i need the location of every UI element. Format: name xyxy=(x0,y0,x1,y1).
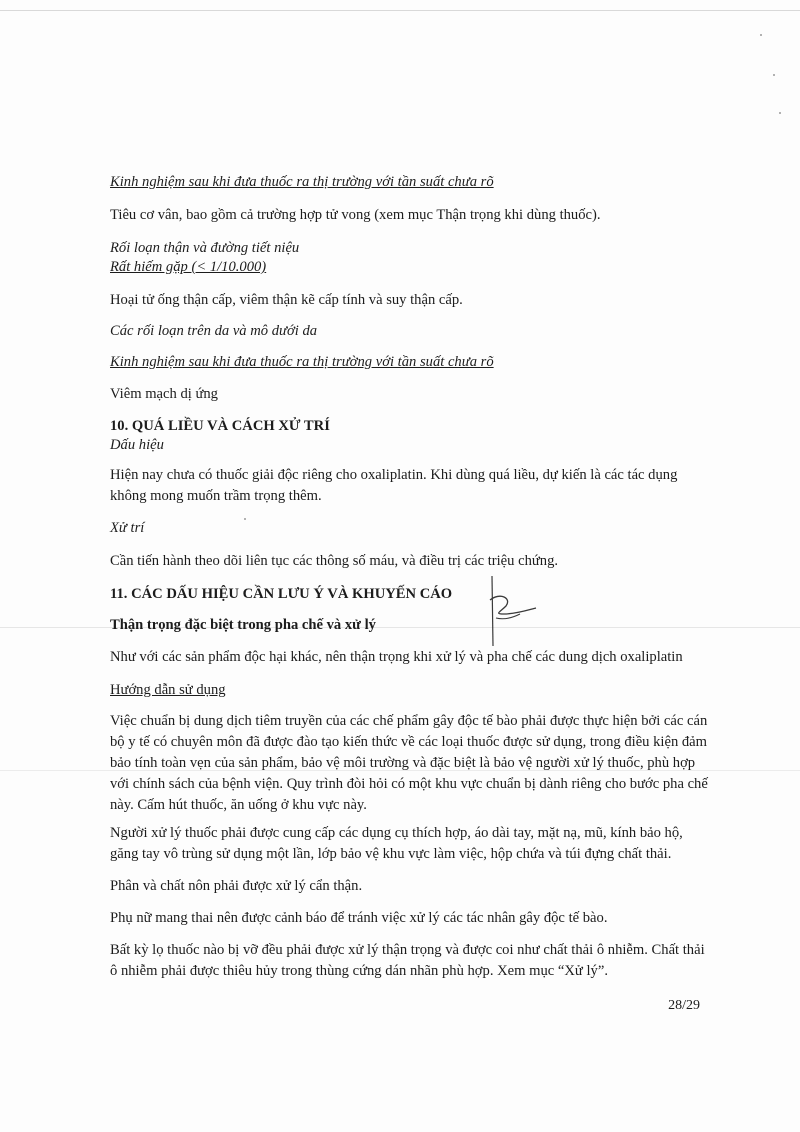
subheading-renal-disorders: Rối loạn thận và đường tiết niệu xyxy=(110,240,300,256)
section-heading-overdose: 10. QUÁ LIỀU VÀ CÁCH XỬ TRÍ xyxy=(110,418,330,434)
scan-speck xyxy=(773,74,775,76)
paragraph-allergic-vasculitis: Viêm mạch dị ứng xyxy=(110,386,218,402)
paragraph-hazardous-handling: Như với các sản phẩm độc hại khác, nên thận trọng khi xử lý và pha chế các dung dịch oxaliplatin xyxy=(110,649,683,665)
paragraph-pregnant-women: Phụ nữ mang thai nên được cảnh báo để tránh việc xử lý các tác nhân gây độc tế bào. xyxy=(110,910,608,926)
subheading-post-marketing: Kinh nghiệm sau khi đưa thuốc ra thị trường với tần suất chưa rõ xyxy=(110,174,494,190)
paragraph-no-antidote: Hiện nay chưa có thuốc giải độc riêng cho oxaliplatin. Khi dùng quá liều, dự kiến là các tác dụng không mong muốn trầm trọng thêm. xyxy=(110,467,678,504)
scan-speck xyxy=(760,34,762,36)
paragraph-excreta: Phân và chất nôn phải được xử lý cẩn thận. xyxy=(110,878,363,894)
paragraph-rhabdomyolysis: Tiêu cơ vân, bao gồm cả trường hợp tử vong (xem mục Thận trọng khi dùng thuốc). xyxy=(110,207,601,223)
subheading-signs: Dấu hiệu xyxy=(110,437,164,453)
scan-speck xyxy=(779,112,781,114)
subheading-post-marketing-2: Kinh nghiệm sau khi đưa thuốc ra thị trường với tần suất chưa rõ xyxy=(110,354,494,370)
page-number: 28/29 xyxy=(668,998,700,1013)
scan-edge-line xyxy=(0,10,800,11)
subheading-treatment: Xử trí xyxy=(110,520,145,536)
paragraph-protective-equipment: Người xử lý thuốc phải được cung cấp các dụng cụ thích hợp, áo dài tay, mặt nạ, mũ, kính bảo hộ, găng tay vô trùng sử dụng một lần, lớp bảo vệ khu vực làm việc, hộp chứa và túi đựng chất thải. xyxy=(110,825,683,862)
paragraph-preparation: Việc chuẩn bị dung dịch tiêm truyền của các chế phẩm gây độc tế bào phải được thực hiện bởi các cán bộ y tế có chuyên môn đã được đào tạo kiến thức về các loại thuốc được sử dụng, trong điều kiện đảm bảo tính toàn vẹn của sản phẩm, bảo vệ môi trường và đặc biệt là bảo vệ người xử lý thuốc, phù hợp với chính sách của bệnh viện. Quy trình đòi hỏi có một khu vực chuẩn bị dành riêng cho bước pha chế này. Cấm hút thuốc, ăn uống ở khu vực này. xyxy=(110,713,708,813)
paragraph-broken-vials: Bất kỳ lọ thuốc nào bị vỡ đều phải được xử lý thận trọng và được coi như chất thải ô nhiễm. Chất thải ô nhiễm phải được thiêu hủy trong thùng cứng dán nhãn phù hợp. Xem mục “Xử lý”. xyxy=(110,942,705,979)
subheading-skin-disorders: Các rối loạn trên da và mô dưới da xyxy=(110,323,318,339)
paragraph-renal-necrosis: Hoại tử ống thận cấp, viêm thận kẽ cấp tính và suy thận cấp. xyxy=(110,292,463,308)
subheading-special-precautions: Thận trọng đặc biệt trong pha chế và xử lý xyxy=(110,617,376,633)
subheading-very-rare: Rất hiếm gặp (< 1/10.000) xyxy=(110,259,267,275)
subheading-instructions: Hướng dẫn sử dụng xyxy=(110,682,226,698)
section-heading-warnings: 11. CÁC DẤU HIỆU CẦN LƯU Ý VÀ KHUYẾN CÁO xyxy=(110,586,453,602)
paragraph-monitoring: Cần tiến hành theo dõi liên tục các thông số máu, và điều trị các triệu chứng. xyxy=(110,553,559,569)
handwritten-signature xyxy=(478,574,548,646)
